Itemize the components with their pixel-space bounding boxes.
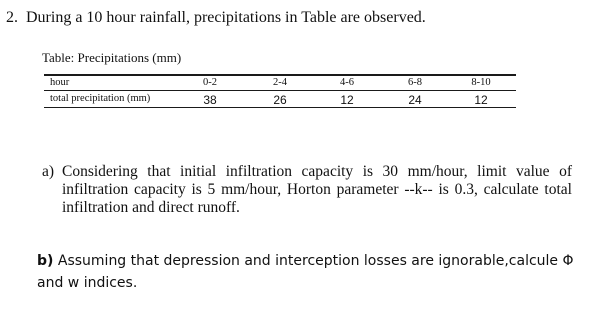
table-value-cell: 12 xyxy=(474,93,488,107)
table-value-cell: 26 xyxy=(273,93,287,107)
part-a xyxy=(42,163,572,217)
table-header-cell: 0-2 xyxy=(203,77,217,88)
table-value-cell: 38 xyxy=(203,93,217,107)
part-b xyxy=(37,250,592,294)
table-bottom-rule xyxy=(44,107,516,108)
table-row-label-hour: hour xyxy=(50,77,70,88)
table-header-cell: 2-4 xyxy=(273,77,287,88)
table-value-cell: 24 xyxy=(408,93,422,107)
table-row-label-precipitation: total precipitation (mm) xyxy=(50,93,151,104)
table-header-cell: 8-10 xyxy=(471,77,491,88)
table-header-cell: 6-8 xyxy=(408,77,422,88)
question-number: 2. xyxy=(6,9,18,26)
table-value-cell: 12 xyxy=(340,93,354,107)
table-top-rule xyxy=(44,74,516,76)
table-middle-rule xyxy=(44,90,516,91)
part-a-text: Considering that initial infiltration capacity is 30 mm/hour, limit value of infiltration capacity is 5 mm/hour, Horton parameter --k-- is 0.3, calculate total infiltration and direct runoff. xyxy=(62,163,572,216)
question-heading xyxy=(6,9,426,27)
table-header-cell: 4-6 xyxy=(340,77,354,88)
part-b-label: b) xyxy=(37,253,54,269)
table-caption: Table: Precipitations (mm) xyxy=(42,50,182,65)
part-b-text: Assuming that depression and interception losses are ignorable,calcule Φ and w indices. xyxy=(37,253,574,291)
part-a-label: a) xyxy=(42,163,55,180)
question-text: During a 10 hour rainfall, precipitations in Table are observed. xyxy=(26,9,426,26)
